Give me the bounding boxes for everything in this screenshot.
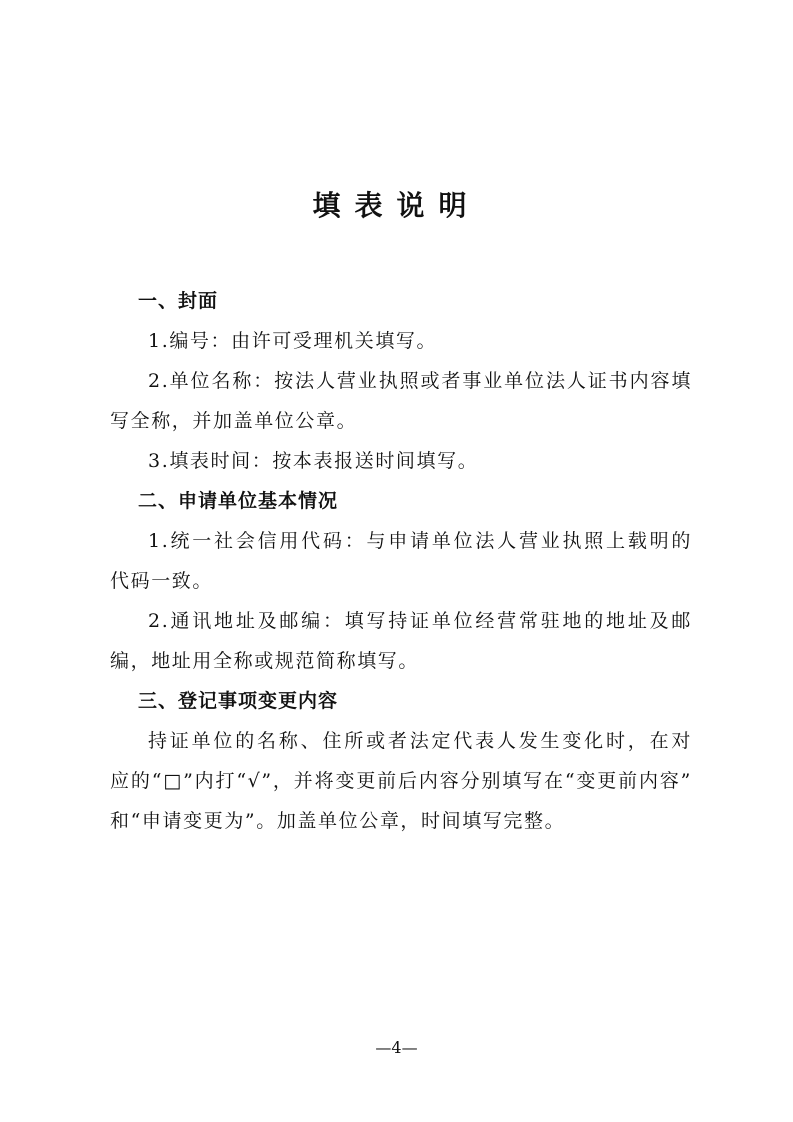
instruction-line: 应的“□”内打“√”，并将变更前后内容分别填写在“变更前内容” (110, 770, 692, 792)
instruction-line: 2.通讯地址及邮编：填写持证单位经营常驻地的地址及邮 (148, 610, 692, 632)
instruction-line: 2.单位名称：按法人营业执照或者事业单位法人证书内容填 (148, 370, 692, 392)
instruction-line: 编，地址用全称或规范简称填写。 (110, 650, 420, 672)
section-heading-change-content: 三、登记事项变更内容 (138, 690, 339, 712)
instruction-line: 3.填表时间：按本表报送时间填写。 (148, 450, 479, 472)
instructions-body (110, 281, 692, 841)
instruction-line: 和“申请变更为”。加盖单位公章，时间填写完整。 (110, 810, 566, 832)
instruction-line: 写全称，并加盖单位公章。 (110, 410, 358, 432)
section-heading-applicant-info: 二、申请单位基本情况 (138, 490, 339, 512)
page-number: —4— (375, 1038, 418, 1057)
instruction-line: 代码一致。 (110, 570, 214, 592)
section-heading-cover: 一、封面 (138, 290, 219, 312)
instruction-line: 1.编号：由许可受理机关填写。 (148, 330, 438, 352)
page-title: 填表说明 (312, 189, 481, 222)
instruction-line: 持证单位的名称、住所或者法定代表人发生变化时，在对 (148, 730, 692, 752)
instruction-line: 1.统一社会信用代码：与申请单位法人营业执照上载明的 (148, 530, 692, 552)
